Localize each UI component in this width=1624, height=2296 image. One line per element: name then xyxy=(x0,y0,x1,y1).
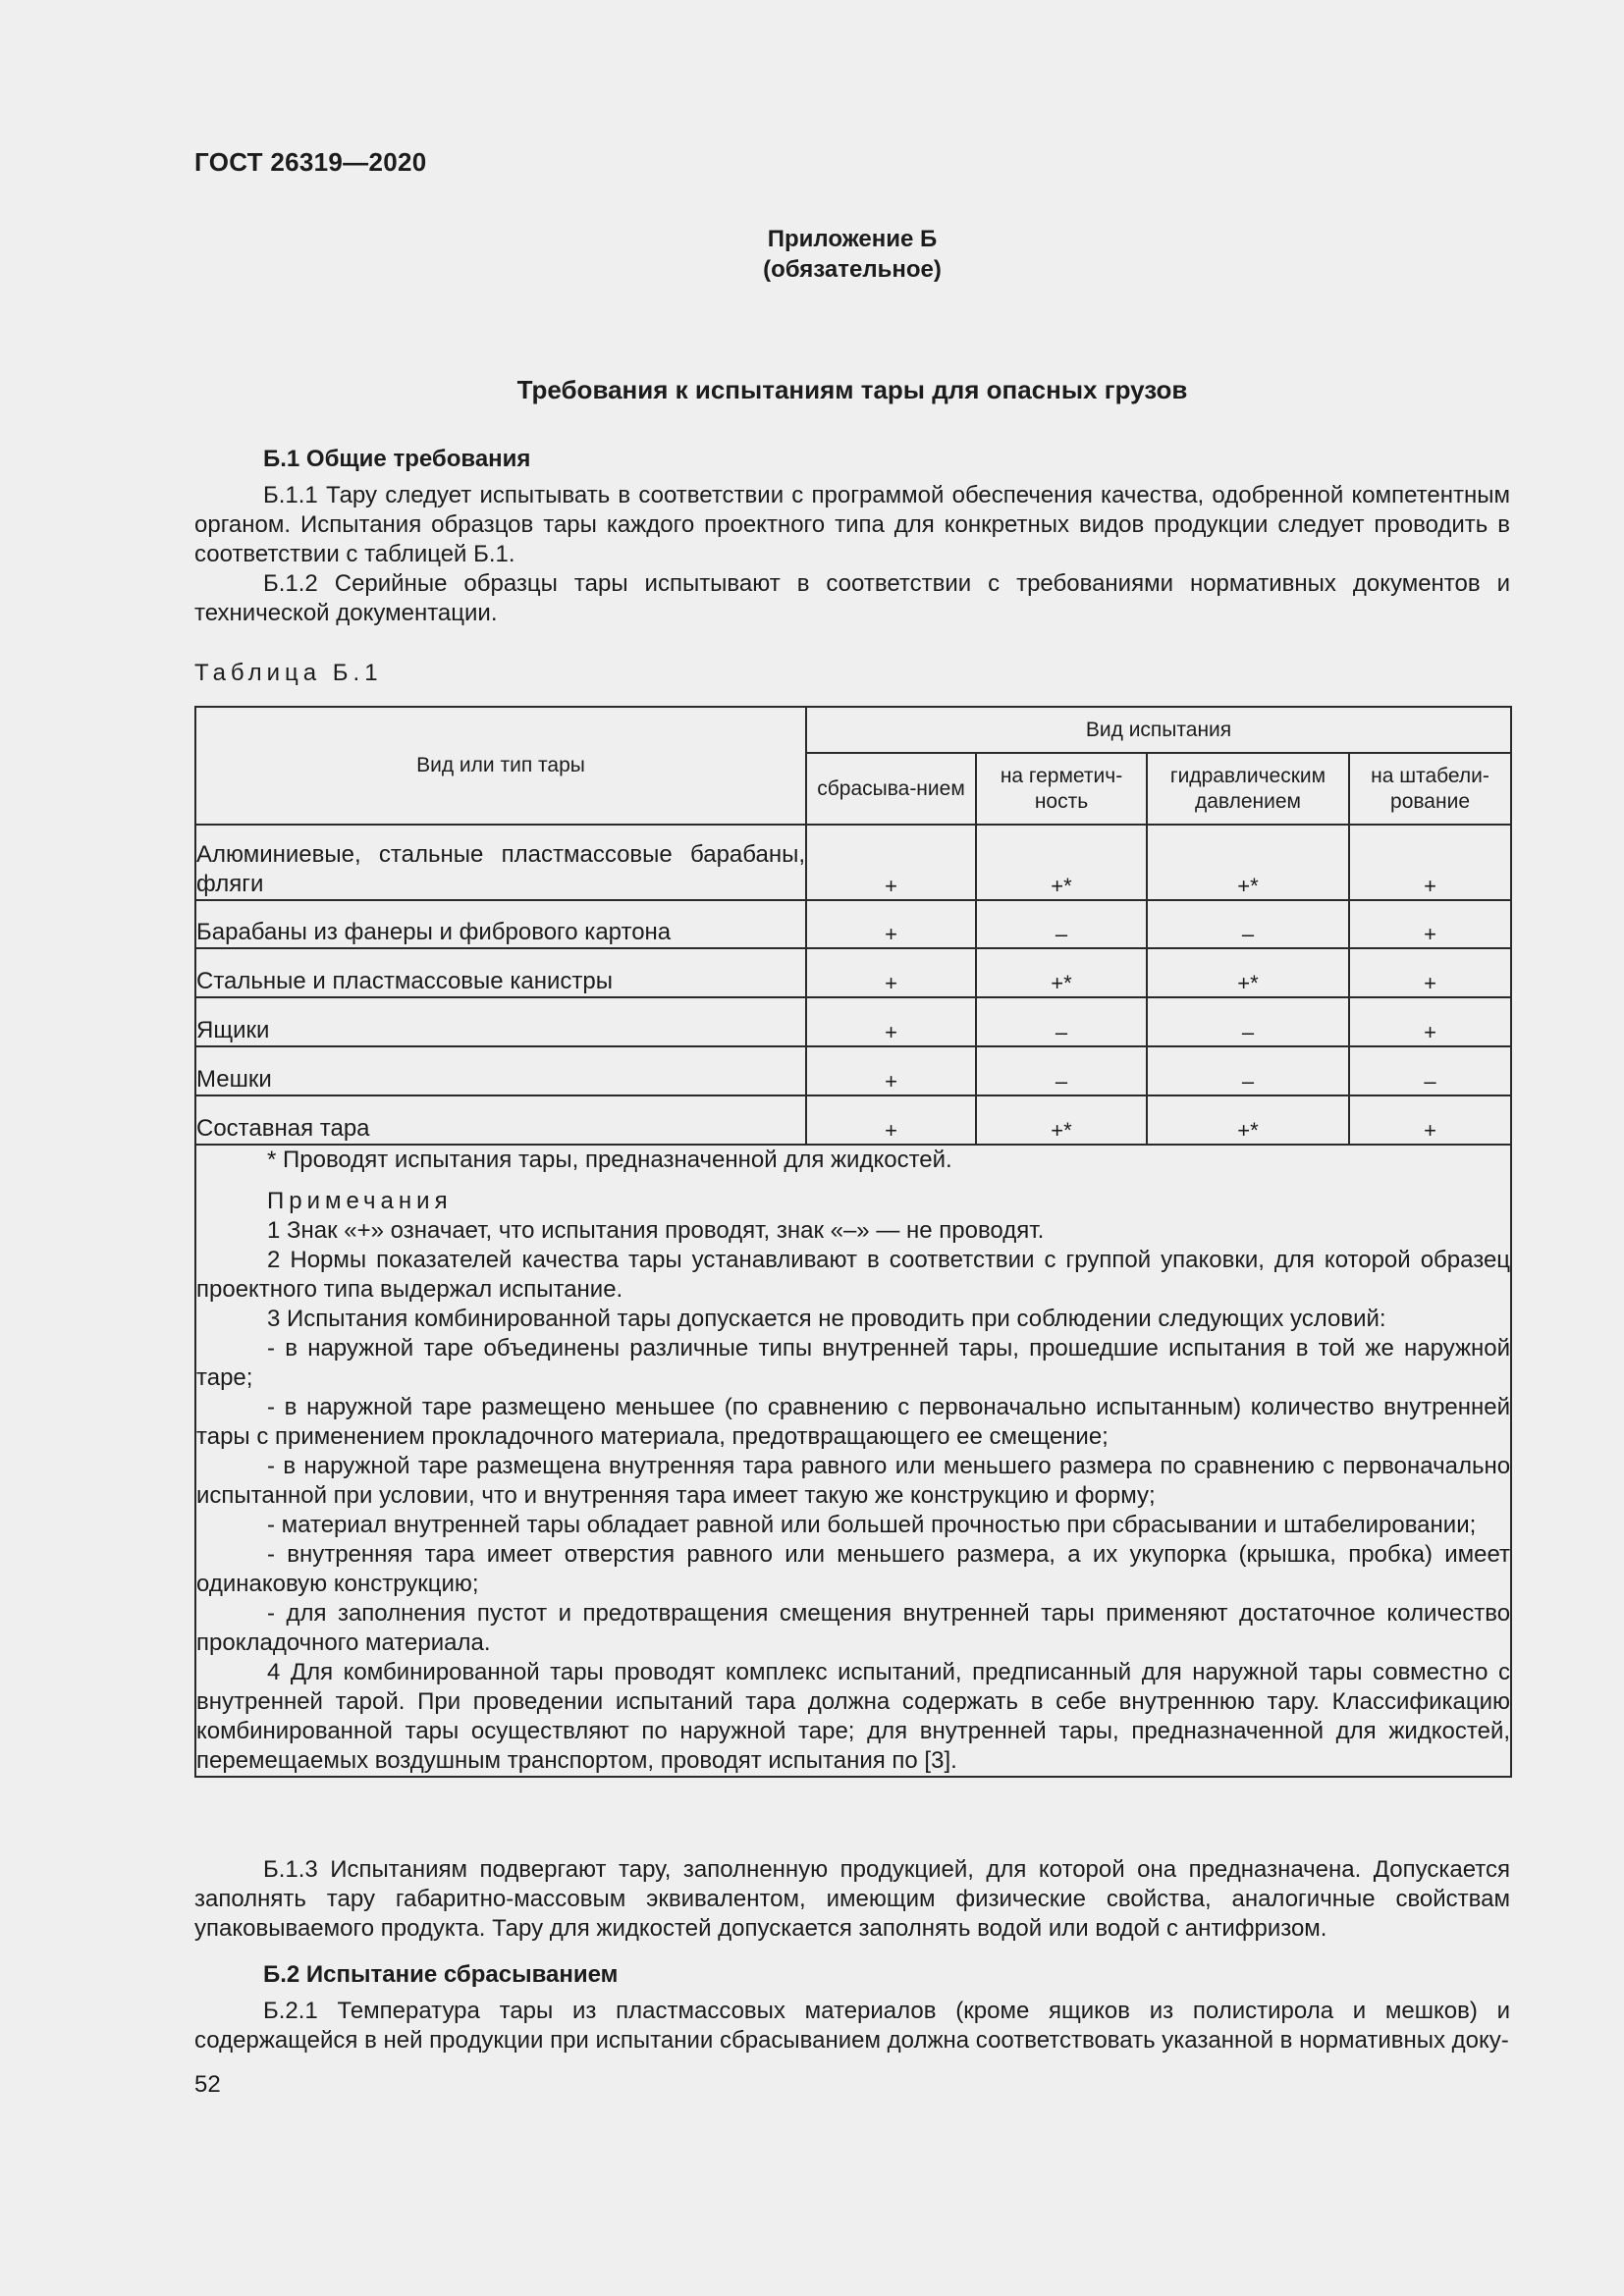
appendix-title: Приложение Б xyxy=(767,226,938,252)
section-1-text xyxy=(194,481,1510,628)
paragraph-b11: Б.1.1 Тару следует испытывать в соответствии с программой обеспечения качества, одобренной компетентным органом. Испытания образцов тары каждого проектного типа для конкретных видов продукции следует проводить в соответствии с таблицей Б.1. xyxy=(194,482,1510,567)
cell-value: + xyxy=(1349,1095,1511,1145)
note-1: 1 Знак «+» означает, что испытания проводят, знак «–» — не проводят. xyxy=(267,1217,1045,1244)
note-2: 2 Нормы показателей качества тары устанавливают в соответствии с группой упаковки, для которой образец проектного типа выдержал испытание. xyxy=(196,1247,1511,1303)
cell-value: +* xyxy=(976,825,1147,900)
row-name: Составная тара xyxy=(195,1095,806,1145)
table-row xyxy=(195,997,1511,1046)
cell-value: – xyxy=(1349,1046,1511,1095)
table-notes xyxy=(195,1145,1511,1777)
cell-value: +* xyxy=(1147,825,1349,900)
section-1-heading: Б.1 Общие требования xyxy=(263,446,531,472)
note-3-condition: - в наружной таре размещена внутренняя тара равного или меньшего размера по сравнению с первоначально испытанной при условии, что и внутренняя тара имеет такую же конструкцию и форму; xyxy=(196,1453,1511,1509)
section-2-heading: Б.2 Испытание сбрасыванием xyxy=(263,1961,619,1988)
cell-value: + xyxy=(1349,997,1511,1046)
paragraph-b21: Б.2.1 Температура тары из пластмассовых материалов (кроме ящиков из полистирола и мешков) и содержащейся в ней продукции при испытании сбрасыванием должна соответствовать указанной в нормативных доку- xyxy=(194,1998,1510,2054)
table-row xyxy=(195,900,1511,948)
subheader-leak: на герметич-ность xyxy=(976,753,1147,825)
cell-value: – xyxy=(1147,997,1349,1046)
table-row xyxy=(195,825,1511,900)
cell-value: – xyxy=(1147,900,1349,948)
subheader-drop: сбрасыва-нием xyxy=(806,753,976,825)
table-row xyxy=(195,1095,1511,1145)
cell-value: – xyxy=(976,1046,1147,1095)
main-title: Требования к испытаниям тары для опасных грузов xyxy=(516,375,1188,404)
note-3-condition: - в наружной таре размещено меньшее (по сравнению с первоначально испытанным) количество внутренней тары с применением прокладочного материала, предотвращающего ее смещение; xyxy=(196,1394,1511,1450)
cell-value: +* xyxy=(1147,1095,1349,1145)
row-name: Алюминиевые, стальные пластмассовые барабаны, фляги xyxy=(195,825,806,900)
note-3-condition: - для заполнения пустот и предотвращения смещения внутренней тары применяют достаточное количество прокладочного материала. xyxy=(196,1600,1511,1656)
row-name: Барабаны из фанеры и фибрового картона xyxy=(195,900,806,948)
col-header-type: Вид или тип тары xyxy=(195,707,806,825)
note-4: 4 Для комбинированной тары проводят комплекс испытаний, предписанный для наружной тары совместно с внутренней тарой. При проведении испытаний тара должна содержать в себе внутреннюю тару. Классификацию комбинированной тары осуществляют по наружной таре; для внутренней тары, предназначенной для жидкостей, перемещаемых воздушным транспортом, проводят испытания по [3]. xyxy=(196,1659,1511,1774)
cell-value: + xyxy=(806,1095,976,1145)
cell-value: – xyxy=(976,900,1147,948)
row-name: Стальные и пластмассовые канистры xyxy=(195,948,806,997)
cell-value: – xyxy=(1147,1046,1349,1095)
cell-value: + xyxy=(806,825,976,900)
cell-value: +* xyxy=(1147,948,1349,997)
paragraph-b13: Б.1.3 Испытаниям подвергают тару, заполненную продукцией, для которой она предназначена. Допускается заполнять тару габаритно-массовым эквивалентом, имеющим физические свойства, аналогичные свойствам упаковываемого продукта. Тару для жидкостей допускается заполнять водой или водой с антифризом. xyxy=(194,1856,1510,1942)
cell-value: + xyxy=(806,1046,976,1095)
note-3-condition: - материал внутренней тары обладает равной или большей прочностью при сбрасывании и штабелировании; xyxy=(267,1512,1477,1538)
paragraph-b12: Б.1.2 Серийные образцы тары испытывают в соответствии с требованиями нормативных документов и технической документации. xyxy=(194,570,1510,626)
cell-value: + xyxy=(806,900,976,948)
notes-title: Примечания xyxy=(267,1188,453,1214)
table-row xyxy=(195,948,1511,997)
appendix-heading xyxy=(194,224,1510,285)
cell-value: + xyxy=(1349,825,1511,900)
document-code: ГОСТ 26319—2020 xyxy=(194,147,427,177)
cell-value: + xyxy=(1349,900,1511,948)
note-3: 3 Испытания комбинированной тары допускается не проводить при соблюдении следующих условий: xyxy=(267,1306,1386,1332)
cell-value: + xyxy=(806,948,976,997)
table-footnote: * Проводят испытания тары, предназначенной для жидкостей. xyxy=(267,1147,952,1173)
note-3-condition: - внутренняя тара имеет отверстия равного или меньшего размера, а их укупорка (крышка, пробка) имеет одинаковую конструкцию; xyxy=(196,1541,1511,1597)
table-b1 xyxy=(194,706,1512,1778)
cell-value: +* xyxy=(976,948,1147,997)
cell-value: + xyxy=(806,997,976,1046)
row-name: Ящики xyxy=(195,997,806,1046)
appendix-status: (обязательное) xyxy=(763,256,942,283)
cell-value: +* xyxy=(976,1095,1147,1145)
col-group-header: Вид испытания xyxy=(806,707,1511,753)
cell-value: + xyxy=(1349,948,1511,997)
table-row xyxy=(195,1046,1511,1095)
table-caption: Таблица Б.1 xyxy=(194,660,383,686)
row-name: Мешки xyxy=(195,1046,806,1095)
page-number: 52 xyxy=(194,2071,221,2098)
subheader-pressure: гидравлическим давлением xyxy=(1147,753,1349,825)
section-2-text xyxy=(194,1997,1510,2056)
subheader-stacking: на штабели-рование xyxy=(1349,753,1511,825)
cell-value: – xyxy=(976,997,1147,1046)
note-3-condition: - в наружной таре объединены различные типы внутренней тары, прошедшие испытания в той же наружной таре; xyxy=(196,1335,1511,1391)
paragraph-b13-block xyxy=(194,1855,1510,1944)
